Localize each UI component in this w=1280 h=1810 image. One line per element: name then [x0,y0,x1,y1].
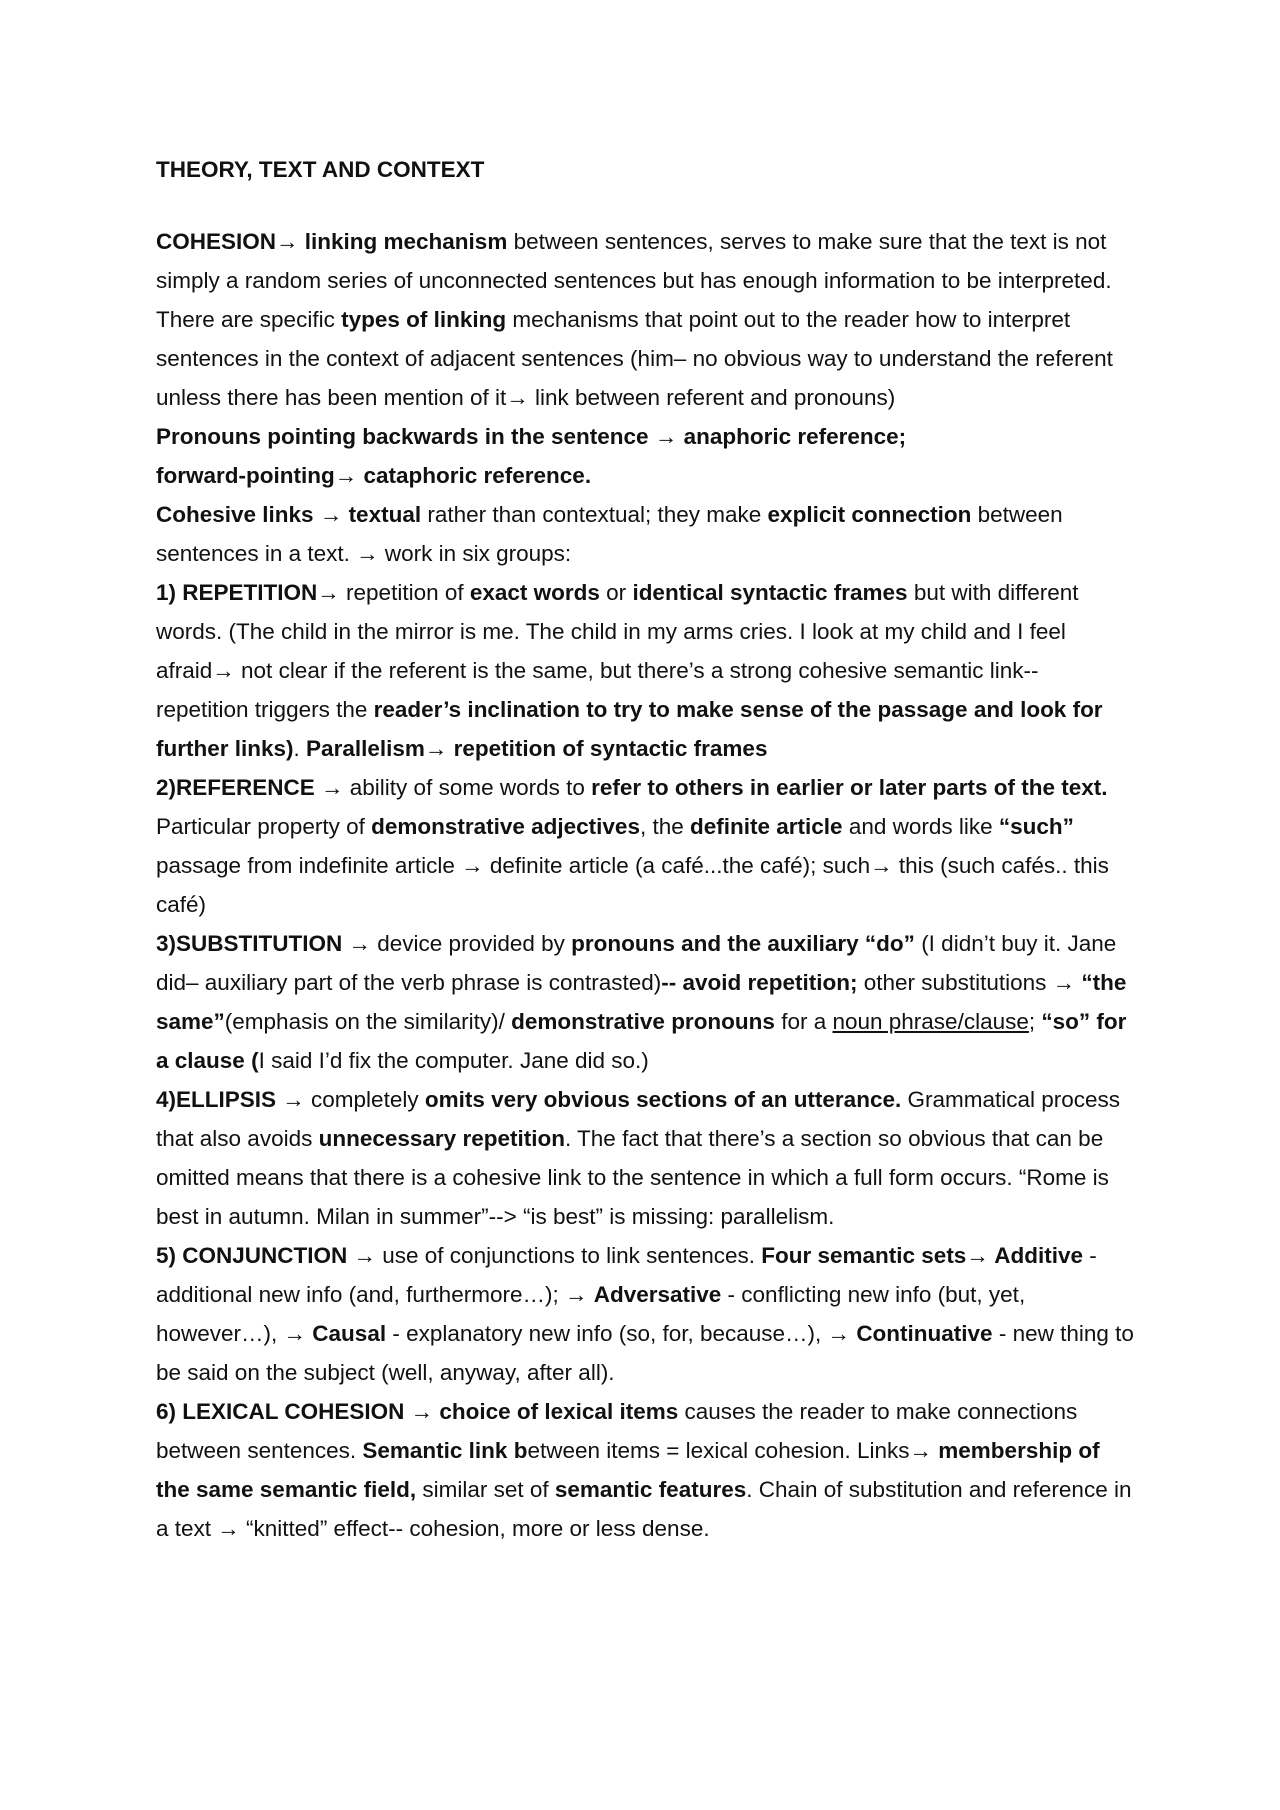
text-run: ; [1028,1009,1042,1034]
text-run: demonstrative pronouns [511,1009,775,1034]
text-run: . Chain of substitution and reference in a text → “knitted” effect-- cohesion, more or less dense. [156,1477,1132,1541]
paragraph-conjunction [156,1236,1136,1392]
text-run: unnecessary repetition [318,1126,565,1151]
paragraph-anaphoric-reference [156,417,1136,456]
paragraph-reference-examples [156,846,1136,924]
text-run: - explanatory new info (so, for, because…), → [386,1321,857,1346]
text-run: (I didn’t buy it. Jane did– auxiliary part of the verb phrase is contrasted) [156,931,1117,995]
text-run: “the same” [156,970,1127,1034]
text-run: Grammatical process that also avoids [156,1087,1121,1151]
text-run: → ability of some words to [314,775,592,800]
text-run: types of linking [341,307,507,332]
paragraph-ellipsis [156,1080,1136,1236]
text-run: demonstrative adjectives [371,814,640,839]
paragraph-cataphoric-reference [156,456,1136,495]
text-run: (emphasis on the similarity)/ [224,1009,512,1034]
text-run: mechanisms that point out to the reader how to interpret sentences in the context of adjacent sentences (him– no obvious way to understand the referent unless there has been mention of it→ link between referent and pronouns) [156,307,1113,410]
text-run: . [293,736,307,761]
text-run: explicit connection [767,502,972,527]
text-run: 6) LEXICAL COHESION → choice of lexical items [156,1399,679,1424]
text-run: for a [774,1009,833,1034]
text-run: rather than contextual; they make [421,502,768,527]
text-run: Cohesive links → textual [156,502,422,527]
text-run: Four semantic sets→ Additive [761,1243,1083,1268]
text-run: etween items = lexical cohesion. Links→ [527,1438,939,1463]
text-run: COHESION→ linking mechanism [156,229,508,254]
text-run: between sentences, serves to make sure that the text is not simply a random series of unconnected sentences but has enough information to be interpreted. There are specific [156,229,1112,332]
text-run: - additional new info (and, furthermore…); → [156,1243,1097,1307]
paragraph-reference [156,768,1136,846]
text-run: → completely [276,1087,425,1112]
text-run: . The fact that there’s a section so obvious that can be omitted means that there is a cohesive link to the sentence in which a full form occurs. “Rome is best in autumn. Milan in summer”--> “is best” is missing: parallelism. [156,1126,1109,1229]
paragraph-cohesion-definition [156,222,1136,417]
text-run: -- avoid repetition; [661,970,858,995]
text-run: noun phrase/clause [832,1009,1029,1034]
text-run: 1) REPETITION [156,580,318,605]
text-run: causes the reader to make connections between sentences. [156,1399,1078,1463]
text-run: 3)SUBSTITUTION [156,931,343,956]
text-run: similar set of [416,1477,555,1502]
text-run: exact words [469,580,600,605]
text-run: semantic features [554,1477,747,1502]
paragraph-cohesive-links [156,495,1136,573]
text-run: refer to others in earlier or later parts of the text. [591,775,1108,800]
text-run: passage from indefinite article → definite article (a café...the café); such→ this (such cafés.. this café) [156,853,1109,917]
text-run: identical syntactic frames [632,580,908,605]
paragraph-repetition [156,573,1136,768]
text-run: between sentences in a text. → work in six groups: [156,502,1063,566]
text-run: Semantic link b [362,1438,528,1463]
text-run: reader’s inclination to try to make sense of the passage and look for further links) [156,697,1103,761]
text-run: 4)ELLIPSIS [156,1087,277,1112]
document-title: THEORY, TEXT AND CONTEXT [156,157,485,182]
text-run: membership of the same semantic field, [156,1438,1100,1502]
text-run: → repetition of [317,580,470,605]
text-run: Parallelism→ repetition of syntactic frames [306,736,768,761]
text-run: Adversative [593,1282,722,1307]
text-run: pronouns and the auxiliary “do” [571,931,915,956]
text-run: omits very obvious sections of an utterance. [424,1087,902,1112]
text-run: Continuative [856,1321,993,1346]
text-run: forward-pointing→ cataphoric reference. [156,463,592,488]
text-run: - new thing to be said on the subject (well, anyway, after all). [156,1321,1134,1385]
text-run: 2)REFERENCE [156,775,315,800]
text-run: but with different words. (The child in the mirror is me. The child in my arms cries. I look at my child and I feel afraid→ not clear if the referent is the same, but there’s a strong cohesive semantic link-- repetition triggers the [156,580,1079,722]
text-run: “so” for a clause ( [156,1009,1127,1073]
text-run: , the [639,814,691,839]
text-run: → use of conjunctions to link sentences. [347,1243,762,1268]
paragraph-lexical-cohesion [156,1392,1136,1548]
text-run: “such” [998,814,1074,839]
text-run: 5) CONJUNCTION [156,1243,348,1268]
document-body [156,222,1136,1548]
text-run: Particular property of [156,814,372,839]
text-run: I said I’d fix the computer. Jane did so.) [258,1048,649,1073]
text-run: → device provided by [342,931,572,956]
text-run: definite article [690,814,843,839]
paragraph-substitution [156,924,1136,1080]
text-run: and words like [842,814,999,839]
text-run: Pronouns pointing backwards in the sentence → anaphoric reference; [156,424,907,449]
text-run: other substitutions → [857,970,1082,995]
text-run: Causal [312,1321,387,1346]
text-run: or [599,580,633,605]
text-run: - conflicting new info (but, yet, however…), → [156,1282,1026,1346]
